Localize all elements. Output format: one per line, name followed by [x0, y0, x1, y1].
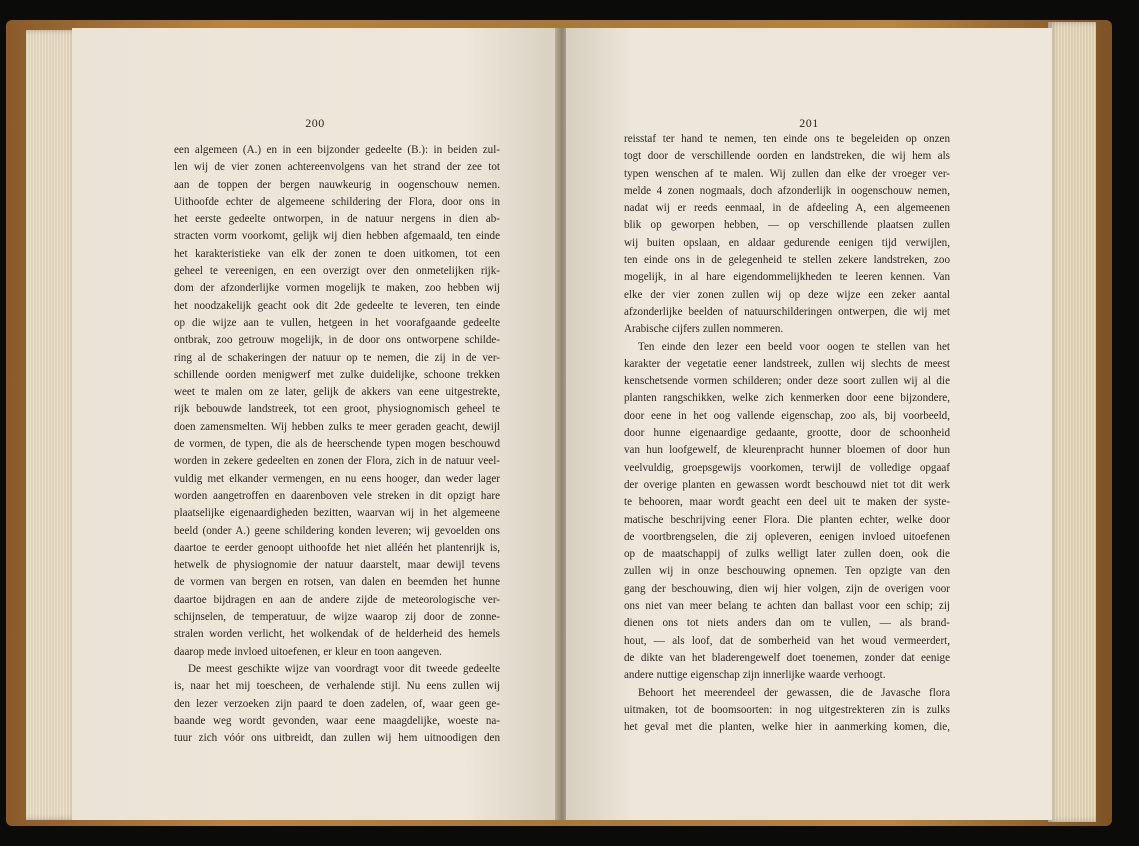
- text-line: beeld (onder A.) geene schildering konden leveren; wij gevoelden ons: [174, 524, 500, 537]
- text-line: te behooren, maar wordt geacht een deel uit te maken der syste-: [624, 496, 950, 509]
- text-line: kenschetsende vormen schilderen; onder deze soort zullen wij al die: [624, 375, 950, 388]
- text-line: door eene in het oog vallende eigenschap, zoo als, bij voorbeeld,: [624, 409, 950, 422]
- right-page-body: [624, 131, 950, 736]
- text-line: afzonderlijke beelden of natuurschilderingen ontwerpen, die wij met: [624, 305, 950, 318]
- text-line: daartoe bijdragen en aan de andere zijde de meteorologische ver-: [174, 593, 500, 606]
- text-line: togt door de verschillende oorden en landstreken, die wij hem als: [624, 150, 950, 163]
- text-line: den lezer verzoeken zijn paard te doen zadelen, of, waar geen ge-: [174, 697, 500, 710]
- text-line: dom der afzonderlijke vormen mogelijk te maken, zoo hebben wij: [174, 282, 500, 295]
- text-line: planten rangschikken, welke zich kenmerken door eene bijzondere,: [624, 392, 950, 405]
- text-line: rijk bebouwde landstreek, tot een groot, physiognomisch geheel te: [174, 403, 500, 416]
- text-line: is, naar het mij toescheen, de verhalende stijl. Nu eens zullen wij: [174, 680, 500, 693]
- left-page-edges: [26, 30, 78, 820]
- text-line: ten einde ons in de gelegenheid te stellen zekere landstreken, zoo: [624, 254, 950, 267]
- text-line: het noodzakelijk geacht ook dit 2de gedeelte te leveren, ten einde: [174, 299, 500, 312]
- text-line: Uithoofde echter de algemeene schildering der Flora, door ons in: [174, 195, 500, 208]
- text-line: uitmaken, tot de boomsoorten: in nog uitgestrekteren zin is zulks: [624, 703, 950, 716]
- page-number-left: 200: [305, 116, 325, 130]
- text-line: daarop mede invloed uitoefenen, er kleur en toon aangeven.: [174, 645, 442, 658]
- text-line: reisstaf ter hand te nemen, ten einde ons te begeleiden op onzen: [624, 133, 950, 145]
- text-line: zullen wij in onze beschouwing opnemen. Ten opzigte van den: [624, 565, 950, 578]
- text-line: het karakteristieke van elk der zonen te doen uitkomen, tot een: [174, 247, 500, 260]
- text-line: hetwelk de physiognomie der natuur daarstelt, maar dewijl tevens: [174, 559, 500, 572]
- text-line: Ten einde den lezer een beeld voor oogen te stellen van het: [638, 340, 950, 353]
- text-line: de vormen van bergen en rotsen, van dalen en beemden het hunne: [174, 576, 500, 589]
- text-line: aan de toppen der bergen nauwkeurig in oogenschouw nemen.: [174, 178, 500, 191]
- text-line: stralen worden verlicht, het wolkendak of de helderheid des hemels: [174, 628, 500, 641]
- left-page: [72, 28, 558, 820]
- text-line: gang der beschouwing, dien wij hier volgen, zijn de overigen voor: [624, 582, 950, 595]
- text-line: andere nuttige eigenschap zijn innerlijke waarde verhoogt.: [624, 669, 886, 682]
- text-line: schillende oorden menigwerf met zulke duidelijke, schoone trekken: [174, 368, 500, 381]
- text-line: daartoe te eerder genoopt uithoofde het niet alléén het plantenrijk is,: [174, 541, 500, 554]
- text-line: worden aangetroffen en daarenboven vele streken in dit opzigt hare: [174, 489, 500, 502]
- text-line: ontbrak, zoo getrouw mogelijk, in de door ons ontworpene schilde-: [174, 334, 500, 347]
- text-line: len wij de vier zonen achtereenvolgens van het strand der zee tot: [174, 161, 500, 174]
- text-line: mogelijk, in al hare eigendommelijkheden te leeren kennen. Van: [624, 271, 950, 284]
- text-line: Behoort het meerendeel der gewassen, die de Javasche flora: [638, 686, 950, 699]
- text-line: elke der vier zonen zullen wij op deze wijze een zeker aantal: [624, 288, 950, 301]
- text-line: het eerste gedeelte ontworpen, in de natuur nergens in dien ab-: [174, 213, 500, 226]
- text-line: op de maatschappij of zulks welligt later zullen doen, ook die: [624, 548, 950, 561]
- text-line: typen wenschen af te malen. Wij zullen dan elke der vroeger ver-: [624, 167, 950, 180]
- text-line: door hunne eigenaardige gedaante, grootte, door de schoonheid: [624, 427, 950, 440]
- text-line: geheel te vereenigen, en een overzigt over den onmetelijken rijk-: [174, 265, 500, 278]
- text-line: doen zamensmelten. Wij hebben zulks te meer geraden geacht, dewijl: [174, 420, 500, 433]
- text-line: Arabische cijfers zullen nommeren.: [624, 323, 784, 336]
- text-line: een algemeen (A.) en in een bijzonder gedeelte (B.): in beiden zul-: [174, 144, 500, 156]
- text-line: ring al de schakeringen der natuur op te nemen, die zij in de ver-: [174, 351, 500, 364]
- text-line: wij buiten opslaan, en aldaar gedurende eenigen tijd verwijlen,: [624, 236, 950, 249]
- text-line: schijnselen, de temperatuur, de wijze waarop zij door de zonne-: [174, 611, 500, 624]
- text-line: hout, — als loof, dat de somberheid van het woud vermeerdert,: [624, 634, 950, 647]
- text-line: dienen ons tot niets anders dan om te vullen, — als brand-: [624, 617, 950, 630]
- text-line: plaatselijke eigenaardigheden bezitten, waarvan wij in het algemeene: [174, 507, 500, 520]
- text-line: blik op geworpen hebben, — op verschillende plaatsen zullen: [624, 219, 950, 232]
- left-page-body: [174, 142, 500, 747]
- text-line: weet te malen om ze later, gelijk de akkers van eene uitgestrekte,: [174, 386, 500, 399]
- text-line: der overige planten en gewassen wordt beschouwd niet tot dit werk: [624, 478, 950, 491]
- text-line: het geval met die planten, welke hier in aanmerking komen, die,: [624, 721, 950, 734]
- text-line: De meest geschikte wijze van voordragt voor dit tweede gedeelte: [188, 662, 500, 675]
- text-line: matische beschrijving eener Flora. Die planten echter, welke door: [624, 513, 950, 526]
- right-page-edges: [1048, 22, 1096, 822]
- text-line: vuldig met elkander vermengen, en nu eens hooger, dan weder lager: [174, 472, 500, 485]
- text-line: van hun loofgewelf, de kleurenpracht hunner bloemen of door hun: [624, 444, 950, 457]
- text-line: worden in zekere gedeelten en zonen der Flora, zich in de natuur veel-: [174, 455, 500, 468]
- page-number-right: 201: [799, 116, 819, 130]
- text-line: veelvuldig, groepsgewijs voorkomen, terwijl de volledige opgaaf: [624, 461, 950, 474]
- text-line: karakter der vegetatie eener landstreek, zullen wij slechts de meest: [624, 357, 950, 370]
- text-line: baande weg wordt gevonden, waar eene maagdelijke, woeste na-: [174, 714, 500, 727]
- text-line: ons niet van meer belang te achten dan ballast voor een schip; zij: [624, 600, 950, 613]
- text-line: stracten vorm voorkomt, gelijk wij dien hebben afgemaald, ten einde: [174, 230, 500, 243]
- text-line: melde 4 zonen nogmaals, doch afzonderlijk in oogenschouw nemen,: [624, 184, 950, 197]
- right-page: [566, 28, 1052, 820]
- text-line: op die wijze aan te vullen, hetgeen in het voorafgaande gedeelte: [174, 316, 500, 329]
- text-line: de vormen, de typen, die als de heerschende typen mogen beschouwd: [174, 438, 500, 451]
- text-line: de voortbrengselen, die zij opleveren, eenigen invloed uitoefenen: [624, 530, 950, 543]
- text-line: de dikte van het bladerengewelf doet toenemen, zonder dat eenige: [624, 651, 950, 664]
- text-line: nadat wij er reeds eenmaal, in de afdeeling A, een algemeenen: [624, 202, 950, 215]
- text-line: tuur zich vóór ons uitbreidt, dan zullen wij hem uitnoodigen den: [174, 732, 500, 745]
